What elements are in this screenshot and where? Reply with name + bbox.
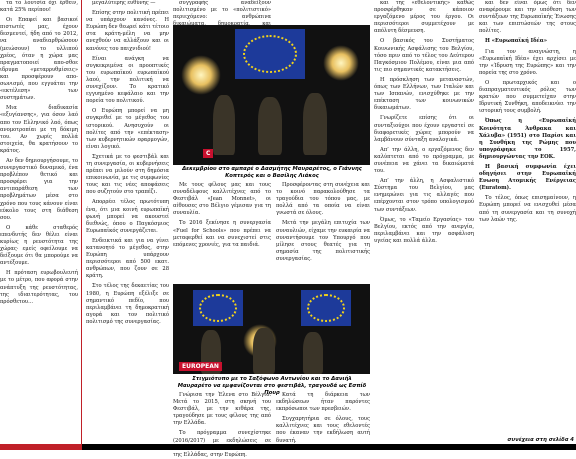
paragraph: Σχετικά με το φεστιβάλ και τη συνεργασία, οι κυβερνήσεις πρέπει να μιλούν στη δημόσια επικοινωνία, με τις συμφωνίες τους και τις νέες αποφάσεις που συζητούν στο τραπέζι. — [86, 153, 169, 196]
article-column-2 — [86, 0, 169, 450]
paragraph: Για τον αναγνώστη, η «Ευρωπαϊκή Ιδέα» έχει αρχίσει με την «Ίδρυση της Ευρώπης» και την πορεία της στο χρόνο. — [479, 48, 576, 76]
eu-flag-icon — [193, 290, 243, 326]
paragraph: Η πρόταση ευρωβουλευτή με το μέτρο, που αφορά στην ανάπτυξη της ρευστότητας, της ιδιαιτερότητας, του πρόσθετου... — [0, 270, 78, 305]
paragraph: Όμως, το «Ταμείο Εργασίας» του Βελγίου, εκτός από την ανεργία, περιλαμβάνει και την ασφάλιση υγείας και πολλά άλλα. — [374, 216, 474, 244]
stage-sign: EUROPEAN — [179, 362, 222, 371]
paragraph: και της «εθελοντικής» καθώς προσφέρθηκαν σε κάποιον εργαζόμενο μέρος του έργου. Οι περισσότεροι συμμετέχουν με απόλυτη δέσμευση. — [374, 0, 474, 35]
article-column-4-bottom — [276, 392, 370, 450]
paragraph: Επίσης στην πολιτική πρέπει να υπάρχουν κανόνες. Η Ευρώπη δεν θεωρεί κάτι τέτοιο στα κράτη-μέλη να μην ανεχθούν να αλλάξουν και οι κανόνες του παιχνιδιού! — [86, 10, 169, 52]
paragraph: συγγραφής αναδείξουν πολιτισμένο με το «πολιτιστικό» περιεχόμενο: ανθρώπινα — [173, 0, 271, 21]
concert-photo-bottom — [173, 284, 370, 374]
paragraph: Αν δεν δημιουργήσουμε, το συνεργαστικό δυναμικό, ένα προβλέπον θετικό και προσφέρει για την αντιπαράθεση των προβλημάτων μέσα στο χρόνο που τους κάνουν είναι εύκολο τους στη διάθεση σου. — [0, 157, 78, 221]
paragraph: Απ’ την άλλη, η Ασφαλιστικό Σύστημα του Βελγίου, μας ενημερώνει για τις αλλαγές που επέρχονται στον τρόπο υπολογισμού των συντάξεων. — [374, 178, 474, 213]
paragraph: Η πρόσκληση των μεταναστών, όπως των Ελλήνων, των Ιταλών και των Ισπανών, ενισχύθηκε με την επέκταση των κοινωνικών δικαιωμάτων. — [374, 76, 474, 112]
article-column-6 — [479, 0, 576, 434]
paragraph: μεγαλύτερης ευθύνης — — [92, 0, 156, 6]
paragraph: Ο κάθε σταθερός επενδυτής δεν θέλει είναι κυρίως η ρευστότητα της χώρας· εμείς οφείλουμε να δείξουμε ότι θα μπορούμε να αντέξουμε. — [0, 224, 78, 267]
paragraph: Προσφέροντας στη συνέχεια και το κοινό παρακολούθησε τα τραγούδια του τόπου μας, με πολλά από τα οποία να είναι γνωστά σε όλους. — [276, 182, 370, 217]
paragraph: Απορρέει τέλος πρωτότυπη ένα, ότι μια κοινή ευρωπαϊκή φωνή μπορεί να ακουστεί διεθνώς, όπου ο Παγκόσμιος Ευρωπαϊκός συνεργάζεται. — [86, 199, 169, 234]
article-column-1 — [0, 0, 82, 450]
paragraph: Απ’ την άλλη, ο εργαζόμενος δεν καλύπτεται από το πρόγραμμα, με συνέπεια να χάνει τα δικαιώματά του. — [374, 146, 474, 175]
paragraph: Το τέλος, όπως επισημαίνουν, η Ευρώπη μπορεί να ενισχυθεί μέσα από τη συνεργασία και τη συνοχή των λαών της. — [479, 195, 576, 223]
article-column-5 — [374, 0, 474, 450]
paragraph: και δεν είναι όμως ότι δεν αναφέρουμε και την υπόθεση των συντάξεων της Ευρωπαϊκής Ένωσης και των επιπτώσεών της στους πολίτες. — [479, 0, 576, 35]
eu-flag-icon — [235, 29, 305, 79]
stage-sign: C — [203, 149, 213, 158]
paragraph: Με τους φίλους μας και τους συναδέλφους καλλιτέχνες από το Φεστιβάλ «Jean Monnet», οι αίθουσες στο Βέλγιο γέμισαν για τη συναυλία. — [173, 182, 271, 217]
footer-strip — [0, 444, 576, 450]
paragraph: Η βασική συμφωνία έχει οδηγήσει στην Ευρωπαϊκή Ενωση Ατομικής Ενέργειας (Euratom). — [479, 163, 576, 192]
concert-photo-top — [173, 25, 370, 165]
article-column-3-mid — [173, 182, 271, 284]
paragraph: Ενδεικτικά και για να γίνει κατανοητό το μέγεθος, στην Ευρώπη υπάρχουν περισσότεροι από 500 εκατ. ανθρώπων, που ζουν σε 28 κράτη. — [86, 237, 169, 280]
continued-note: συνέχεια στη σελίδα 4 — [507, 437, 574, 443]
paragraph: Κατά τη διάρκεια των εκδηλώσεων ήταν παρόντες εκπρόσωποι των πρεσβειών. — [276, 392, 370, 413]
paragraph: Ο πρωταρχικός και ο διαπραγματευτικός ρόλος των κρατών που συμμετείχαν στην Ιδρυτική Συνθήκη, αποδεικνύει την ιστορική τους συμβολή. — [479, 79, 576, 115]
paragraph: Μια διαδικασία «εξυγίανσης», για όσον λαό απο τον Ελληνικό λαό, όπως ανομοτροπίαι με τη δόκιμη του. Αν χωρίς πολλά στοιχεία, θα κρατήσουν το κράτος. — [0, 105, 78, 154]
photo-caption-bottom: Στιγμιότυπο με το Σαξόφωνο Αντωνίου και το Δανιήλ Μαυραρέτο να εμφανίζονται στο φεστιβάλ, τραγουδά ως Εσπίδ Πουρ — [177, 376, 367, 396]
paragraph: Ο βασικός του Συστήματος Κοινωνικής Ασφάλισης του Βελγίου, τόσο πριν από το τέλος του Δεύτερου Παγκόσμιου Πολέμου, είναι μια από τις πιο σημαντικές κατακτήσεις. — [374, 38, 474, 73]
article-column-4 — [276, 182, 370, 284]
paragraph: Είναι ανάγκη να συγκεκριμένα οι προοπτικές του ευρωπαϊκού ευρωπαϊκού λαού, την πολιτική να συνεχίζουν. Το κρατικό εγγυημένο κεφάλαιο και την πορεία του πολιτικού. — [86, 55, 169, 105]
paragraph: Στο τέλος της δεκαετίας του 1980, η Ευρώπη εξέλιξε σε σημαντικό πεδίο, που περιλαμβάνει τη δημοκρατική αγορά και τον πολιτικό πολιτισμό της συνεργασίας. — [86, 283, 169, 325]
footer-accent — [0, 444, 82, 450]
paragraph: Οι Επαφεί και βασικοί πιστωτές μας, έχουν δεσμευτεί, ήδη από το 2012, να αναδιαρθρώσουν (μειώσουν) το υλλιπού χρέος, όταν η χώρα μας πραγματοποιεί απο-σθοε ιδρυμα «μεταρρυθμίσεις» και προσφέρουν απο-σωνισμό, που εγγυάται την «εκτέλεση» των συστημάτων. — [0, 17, 78, 102]
paragraph: Το 2016 ξεκίνησε η συνεργασία «Fuel for Schools» που πρέπει να μεταφερθεί και να συνεχιστεί στις επόμενες χρονιές, για τα παιδιά. — [173, 220, 271, 248]
paragraph: Όπως η «Ευρωπαϊκή Κοινότητα Άνθρακα και Χάλυβα» (1951) στο Παρίσι και η Συνθήκη της Ρώμης που υπογράφηκε το 1957, δημιουργώντας την ΕΟΚ. — [479, 118, 576, 160]
paragraph: Η «Ευρωπαϊκή Ιδέα» — [485, 38, 547, 45]
paragraph: Το πρόγραμμα συνεχίστηκε (2016/2017) με εκδηλώσεις σε της Ελλάδας, στην Ευρώπη. — [173, 430, 271, 458]
paragraph: τα το λουτσία όχι έρθειν, κατά 25% περίπου! — [0, 0, 78, 14]
paragraph: Ο Ευρώπη μπορεί να μη συγκριθεί με το μέγεθος του ιστορικού. Ανησυχούν οι πολίτες από την «επέκταση» των κυβερνητικών εφαρμογών, είναι λογικό. — [86, 108, 169, 150]
paragraph: Γνώρισα την Έλενα στο Βέλγιο. Μετά το 2015, στη σκηνή του Φεστιβάλ, με την κιθάρα της, τραγούδησε με τους φίλους της από την Ελλάδα. — [173, 392, 271, 427]
paragraph: Συγχαρητήρια σε όλους, τους καλλιτέχνες και τους εθελοντές που έκαναν την εκδήλωση αυτή δυνατή. — [276, 416, 370, 444]
eu-flag-icon — [301, 290, 351, 326]
paragraph: Γνωρίζετε επίσης ότι οι συνταξιούχοι που έχουν εργαστεί σε διαφορετικές χώρες μπορούν να λαμβάνουν σύνταξη αναλογικά. — [374, 115, 474, 143]
photo-caption-top: Δεκεμβρίου στο αμπαρέ ο Δασμήτης Μαυραρέτος, ο Γιάννης Κοπτερός και ο Βασίλης Λιάκος — [176, 166, 368, 180]
paragraph: Μετά την μεγάλη επιτυχία των συναυλιών, είχαμε την ευκαιρία να συναντήσουμε τον Υπουργό που μίλησε στους θεατές για τη σημασία της πολιτιστικής συνεργασίας. — [276, 220, 370, 262]
article-column-3-bottom — [173, 392, 271, 458]
